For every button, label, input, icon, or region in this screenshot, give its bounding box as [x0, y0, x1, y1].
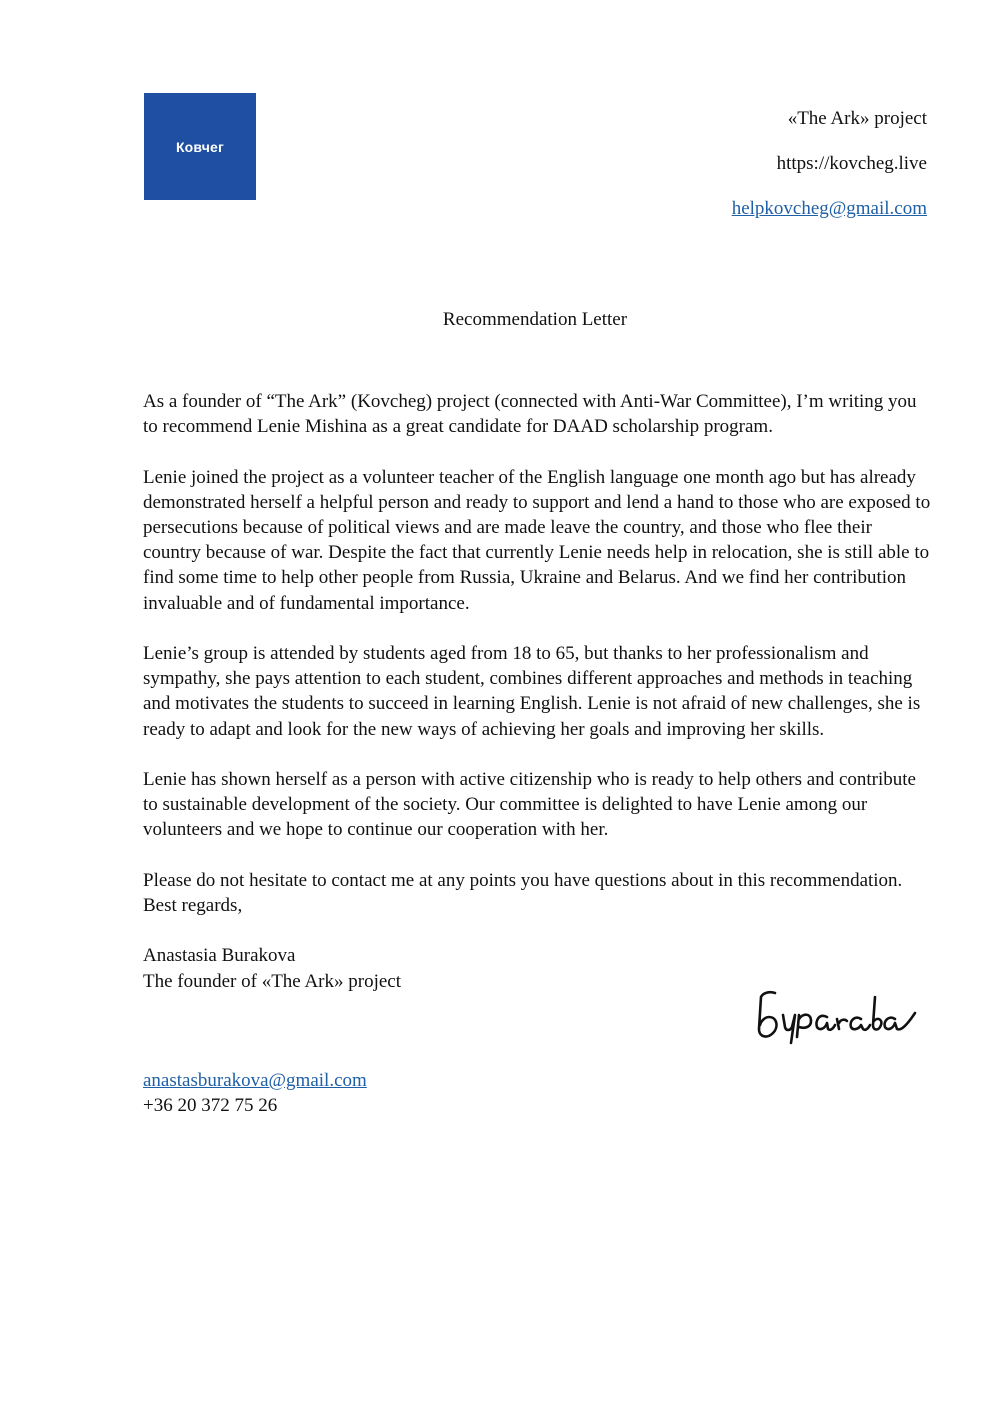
- project-name: «The Ark» project: [787, 108, 927, 129]
- paragraph-teaching: Lenie’s group is attended by students aged from 18 to 65, but thanks to her professionalism and sympathy, she pays attention to each student, combines different approaches and methods in teaching and motivates the students to succeed in learning English. Lenie is not afraid of new challenges, she is ready to adapt and look for the new ways of achieving her goals and improving her skills.: [143, 643, 921, 740]
- paragraph-introduction: As a founder of “The Ark” (Kovcheg) project (connected with Anti-War Committee), I’m writing you to recommend Lenie Mishina as a great candidate for DAAD scholarship program.: [143, 391, 917, 438]
- logo-text: Ковчег: [175, 138, 225, 155]
- letter-title: Recommendation Letter: [442, 309, 628, 330]
- closing-regards: Best regards,: [143, 895, 243, 916]
- signer-contacts: [143, 1068, 367, 1118]
- kovcheg-logo: [144, 93, 256, 200]
- closing-contact-line: Please do not hesitate to contact me at any points you have questions about in this recommendation.: [143, 869, 903, 891]
- signer-phone: +36 20 372 75 26: [143, 1095, 278, 1117]
- project-website: https://kovcheg.live: [776, 153, 927, 174]
- signer-role: The founder of «The Ark» project: [143, 970, 401, 992]
- handwritten-signature: [755, 985, 930, 1045]
- signer-name: Anastasia Burakova: [143, 945, 296, 967]
- project-email-link[interactable]: helpkovcheg@gmail.com: [731, 198, 927, 219]
- signer-email-link[interactable]: anastasburakova@gmail.com: [143, 1070, 367, 1091]
- letterhead-contacts: [527, 96, 927, 231]
- letter-body: [143, 389, 933, 994]
- paragraph-citizenship: Lenie has shown herself as a person with active citizenship who is ready to help others and contribute to sustainable development of the society. Our committee is delighted to have Lenie among our volunteers and we hope to continue our cooperation with her.: [143, 769, 916, 841]
- paragraph-volunteering: Lenie joined the project as a volunteer teacher of the English language one month ago but has already demonstrated herself a helpful person and ready to support and lend a hand to those who are exposed to persecutions because of political views and are made leave the country, and those who flee their country because of war. Despite the fact that currently Lenie needs help in relocation, she is still able to find some time to help other people from Russia, Ukraine and Belarus. And we find her contribution invaluable and of fundamental importance.: [143, 466, 931, 614]
